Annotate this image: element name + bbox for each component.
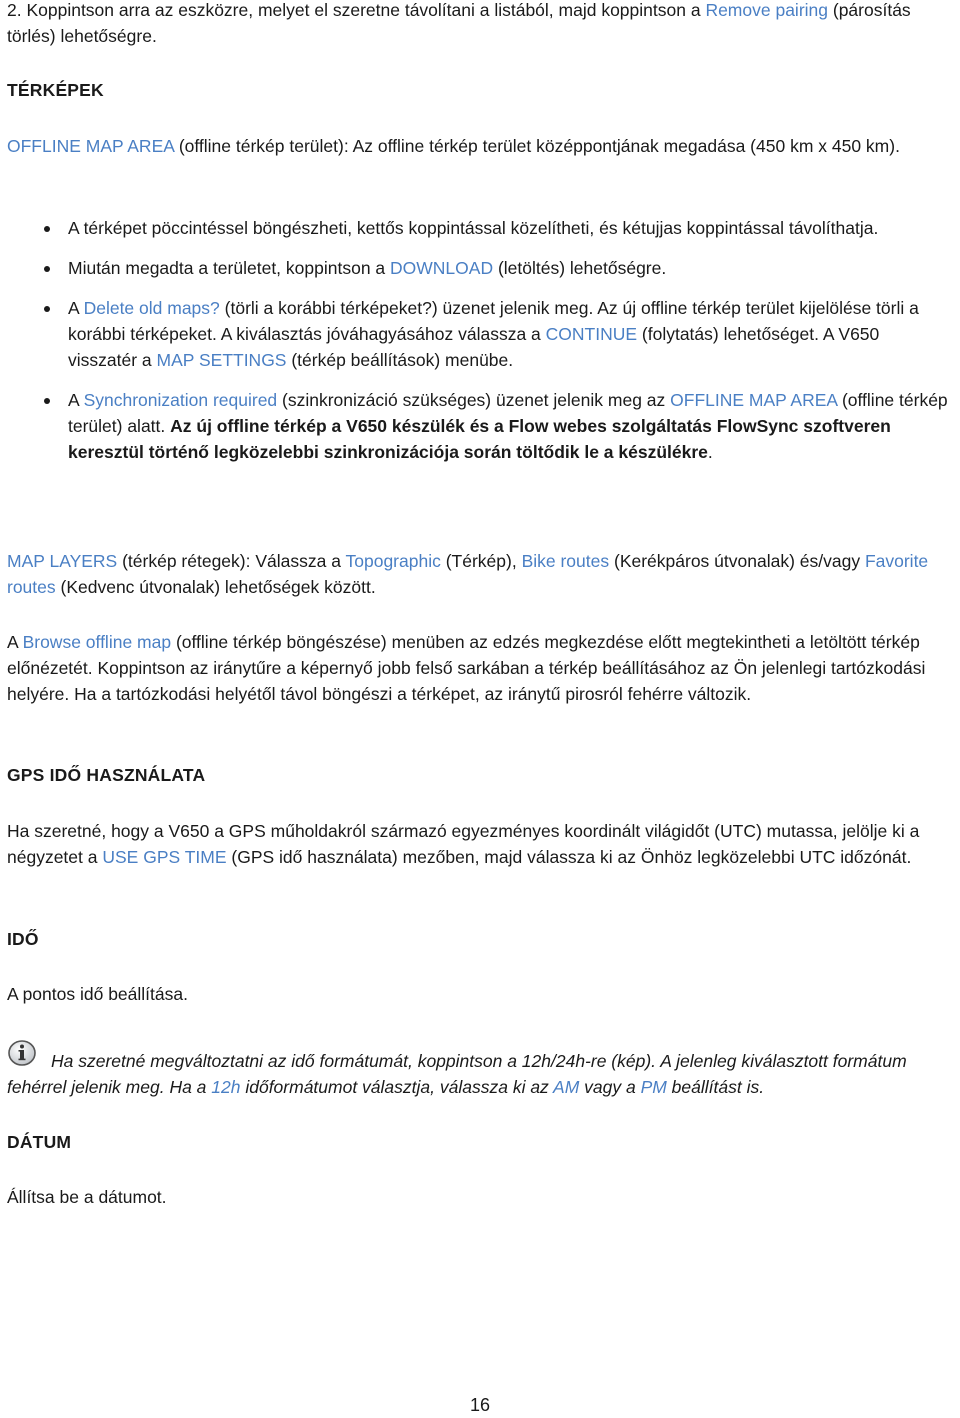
topographic-label: Topographic [345,551,441,571]
list-item: A Delete old maps? (törli a korábbi térképeket?) üzenet jelenik meg. Az új offline térkép terület kijelölése törli a korábbi térképeket. A kiválasztás jóváhagyásához válassza a CONTINUE (folytatás) lehetőséget. A V650 visszatér a MAP SETTINGS (térkép beállítások) menübe. [7,295,953,373]
list-item: A térképet pöccintéssel böngészheti, kettős koppintással közelítheti, és kétujjas koppintással távolíthatja. [7,215,953,241]
time-format-note: Ha szeretné megváltoztatni az idő formátumát, koppintson a 12h/24h-re (kép). A jelenleg kiválasztott formátum fehérrel jelenik meg. Ha a 12h időformátumot választja, válassza ki az AM vagy a PM beállítást is. [7,1048,953,1100]
gps-paragraph: Ha szeretné, hogy a V650 a GPS műholdakról származó egyezményes koordinált világidőt (UTC) mutassa, jelölje ki a négyzetet a USE GPS TIME (GPS idő használata) mezőben, majd válassza ki az Önhöz legközelebbi UTC időzónát. [7,821,920,867]
map-settings-label: MAP SETTINGS [156,350,287,370]
offline-map-bullets [7,215,953,465]
gps-heading: GPS IDŐ HASZNÁLATA [7,765,206,785]
synchronization-required-label: Synchronization required [83,390,278,410]
browse-offline-map-paragraph: A Browse offline map (offline térkép böngészése) menüben az edzés megkezdése előtt megtekintheti a letöltött térkép előnézetét. Koppintson az iránytűre a képernyő jobb felső sarkában a térkép beállításához az Ön jelenlegi tartózkodási helyére. Ha a tartózkodási helyétől távol böngészi a térképet, az iránytű pirosról fehérre változik. [7,632,926,704]
delete-old-maps-label: Delete old maps? [83,298,220,318]
offline-map-area-label: OFFLINE MAP AREA [670,390,838,410]
time-paragraph: A pontos idő beállítása. [7,984,188,1004]
browse-offline-map-label: Browse offline map [22,632,172,652]
offline-map-area-paragraph: OFFLINE MAP AREA (offline térkép terület): Az offline térkép terület középpontjának megadása (450 km x 450 km). [7,136,900,156]
continue-label: CONTINUE [545,324,638,344]
remove-pairing-label: Remove pairing [705,0,828,20]
sync-note-bold: Az új offline térkép a V650 készülék és a Flow webes szolgáltatás FlowSync szoftveren keresztül történő legközelebbi szinkronizációja során töltődik le a készülékre [68,416,891,462]
12h-label: 12h [211,1077,241,1097]
download-label: DOWNLOAD [390,258,494,278]
bullet-icon [44,306,50,312]
map-layers-paragraph: MAP LAYERS (térkép rétegek): Válassza a Topographic (Térkép), Bike routes (Kerékpáros útvonalak) és/vagy Favorite routes (Kedvenc útvonalak) lehetőségek között. [7,551,929,597]
date-paragraph: Állítsa be a dátumot. [7,1187,167,1207]
bullet-icon [44,226,50,232]
offline-map-area-label: OFFLINE MAP AREA [7,136,174,156]
page-number: 16 [469,1395,491,1415]
favorite-routes-label: Favorite routes [7,551,929,597]
list-item: Miután megadta a területet, koppintson a DOWNLOAD (letöltés) lehetőségre. [7,255,953,281]
map-layers-label: MAP LAYERS [7,551,118,571]
list-item: A Synchronization required (szinkronizáció szükséges) üzenet jelenik meg az OFFLINE MAP AREA (offline térkép terület) alatt. Az új offline térkép a V650 készülék és a Flow webes szolgáltatás FlowSync szoftveren keresztül történő legközelebbi szinkronizációja során töltődik le a készülékre. [7,387,953,465]
maps-heading: TÉRKÉPEK [7,80,104,100]
intro-step: 2. Koppintson arra az eszközre, melyet el szeretne távolítani a listából, majd koppintson a Remove pairing (párosítás törlés) lehetőségre. [7,0,911,46]
time-heading: IDŐ [7,929,39,949]
bike-routes-label: Bike routes [521,551,610,571]
date-heading: DÁTUM [7,1132,72,1152]
bullet-icon [44,398,50,404]
bullet-icon [44,266,50,272]
use-gps-time-label: USE GPS TIME [102,847,227,867]
am-label: AM [553,1077,580,1097]
pm-label: PM [640,1077,667,1097]
info-icon [7,1040,39,1068]
